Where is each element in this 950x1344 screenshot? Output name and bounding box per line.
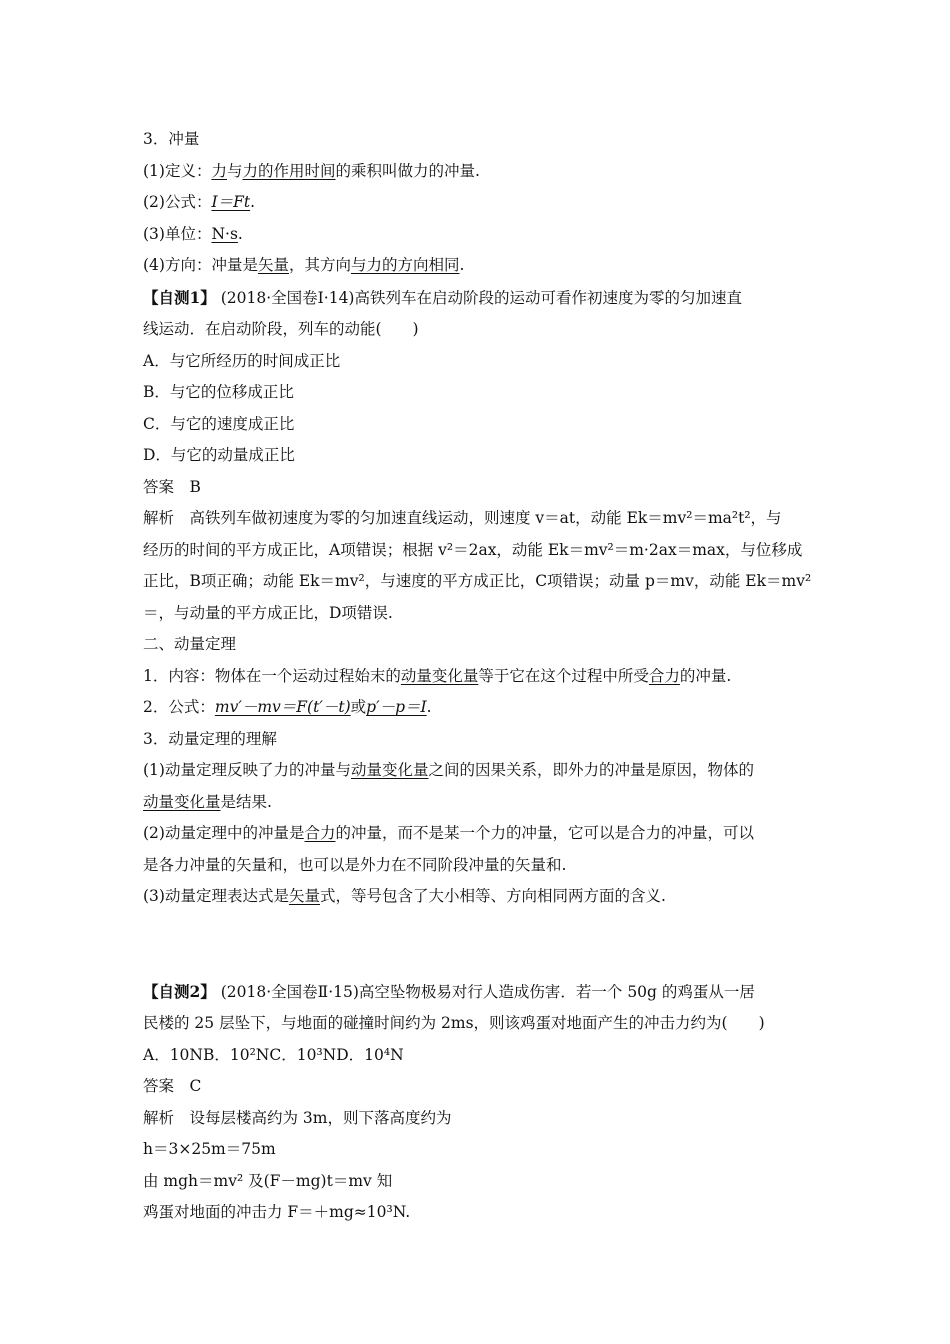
question-2-answer: 答案 C xyxy=(143,1077,202,1095)
blank-direction: 与力的方向相同 xyxy=(351,256,460,274)
document-page xyxy=(143,124,815,1229)
question-1-explanation: 解析 高铁列车做初速度为零的匀加速直线运动，则速度 v＝at，动能 Ek＝mv²＝ma²t²，与 xyxy=(143,509,782,527)
impulse-formula: (2)公式：I＝Ft. xyxy=(143,193,256,211)
understanding-1: (1)动量定理反映了力的冲量与动量变化量之间的因果关系，即外力的冲量是原因，物体的 xyxy=(143,761,754,779)
question-2-stem-cont: 民楼的 25 层坠下，与地面的碰撞时间约为 2ms，则该鸡蛋对地面产生的冲击力约为( ) xyxy=(143,1014,765,1032)
question-2-explanation-4: 鸡蛋对地面的冲击力 F＝＋mg≈10³N. xyxy=(143,1203,411,1221)
blank-net-force: 合力 xyxy=(648,666,680,685)
question-1-explanation-3: 正比，B项正确；动能 Ek＝mv²，与速度的平方成正比，C项错误；动量 p＝mv，动能 Ek＝mv² xyxy=(143,572,812,590)
question-2-options: A．10NB．10²NC．10³ND．10⁴N xyxy=(143,1045,404,1064)
option-a: A．与它所经历的时间成正比 xyxy=(143,351,341,370)
understanding-2-cont: 是各力冲量的矢量和，也可以是外力在不同阶段冲量的矢量和. xyxy=(143,855,567,874)
option-b: B．与它的位移成正比 xyxy=(143,383,294,401)
question-1-answer: 答案 B xyxy=(143,477,201,496)
understanding-2: (2)动量定理中的冲量是合力的冲量，而不是某一个力的冲量，它可以是合力的冲量，可以 xyxy=(143,824,754,842)
question-2-explanation-2: h＝3×25m＝75m xyxy=(143,1140,276,1158)
blank-force: 力 xyxy=(211,161,227,180)
question-2-explanation: 解析 设每层楼高约为 3m，则下落高度约为 xyxy=(143,1108,452,1127)
theorem-formula: 2．公式：mv′－mv＝F(t′－t)或p′－p＝I. xyxy=(143,698,432,716)
impulse-direction: (4)方向：冲量是矢量，其方向与力的方向相同. xyxy=(143,256,465,274)
blank-momentum-change: 动量变化量 xyxy=(400,666,479,685)
blank-vector: 矢量 xyxy=(257,256,289,274)
question-2-tag: 【自测2】 xyxy=(143,981,216,1001)
understanding-3: (3)动量定理表达式是矢量式，等号包含了大小相等、方向相同两方面的含义. xyxy=(143,887,666,905)
blank-theorem-formula: mv′－mv＝F(t′－t) xyxy=(214,698,351,716)
impulse-definition: (1)定义：力与力的作用时间的乘积叫做力的冲量. xyxy=(143,161,480,180)
question-1-explanation-2: 经历的时间的平方成正比，A项错误；根据 v²＝2ax，动能 Ek＝mv²＝m·2ax＝max，与位移成 xyxy=(143,540,803,559)
blank-theorem-formula-2: p′－p＝I xyxy=(366,698,427,716)
blank-formula: I＝Ft xyxy=(211,193,251,211)
question-1-tag: 【自测1】 xyxy=(143,287,216,307)
option-c: C．与它的速度成正比 xyxy=(143,414,295,433)
question-1-stem: 【自测1】 (2018·全国卷Ⅰ·14)高铁列车在启动阶段的运动可看作初速度为零的匀加速直 xyxy=(143,287,742,307)
blank-force-time: 力的作用时间 xyxy=(242,161,336,180)
understanding-1-cont: 动量变化量是结果. xyxy=(143,792,272,811)
blank-unit: N·s xyxy=(211,224,238,243)
impulse-unit: (3)单位：N·s. xyxy=(143,224,243,243)
question-1-explanation-4: ＝，与动量的平方成正比，D项错误. xyxy=(143,603,393,622)
theorem-content: 1．内容：物体在一个运动过程始末的动量变化量等于它在这个过程中所受合力的冲量. xyxy=(143,666,732,685)
section-title-momentum-theorem: 二、动量定理 xyxy=(143,635,237,653)
question-1-stem-cont: 线运动．在启动阶段，列车的动能( ) xyxy=(143,320,419,338)
spacer xyxy=(143,913,815,976)
question-2-explanation-3: 由 mgh＝mv² 及(F－mg)t＝mv 知 xyxy=(143,1171,393,1190)
section-title-impulse: 3．冲量 xyxy=(143,130,200,148)
option-d: D．与它的动量成正比 xyxy=(143,446,295,464)
question-2-stem: 【自测2】 (2018·全国卷Ⅱ·15)高空坠物极易对行人造成伤害．若一个 50g 的鸡蛋从一居 xyxy=(143,981,755,1001)
theorem-understanding-title: 3．动量定理的理解 xyxy=(143,729,277,748)
